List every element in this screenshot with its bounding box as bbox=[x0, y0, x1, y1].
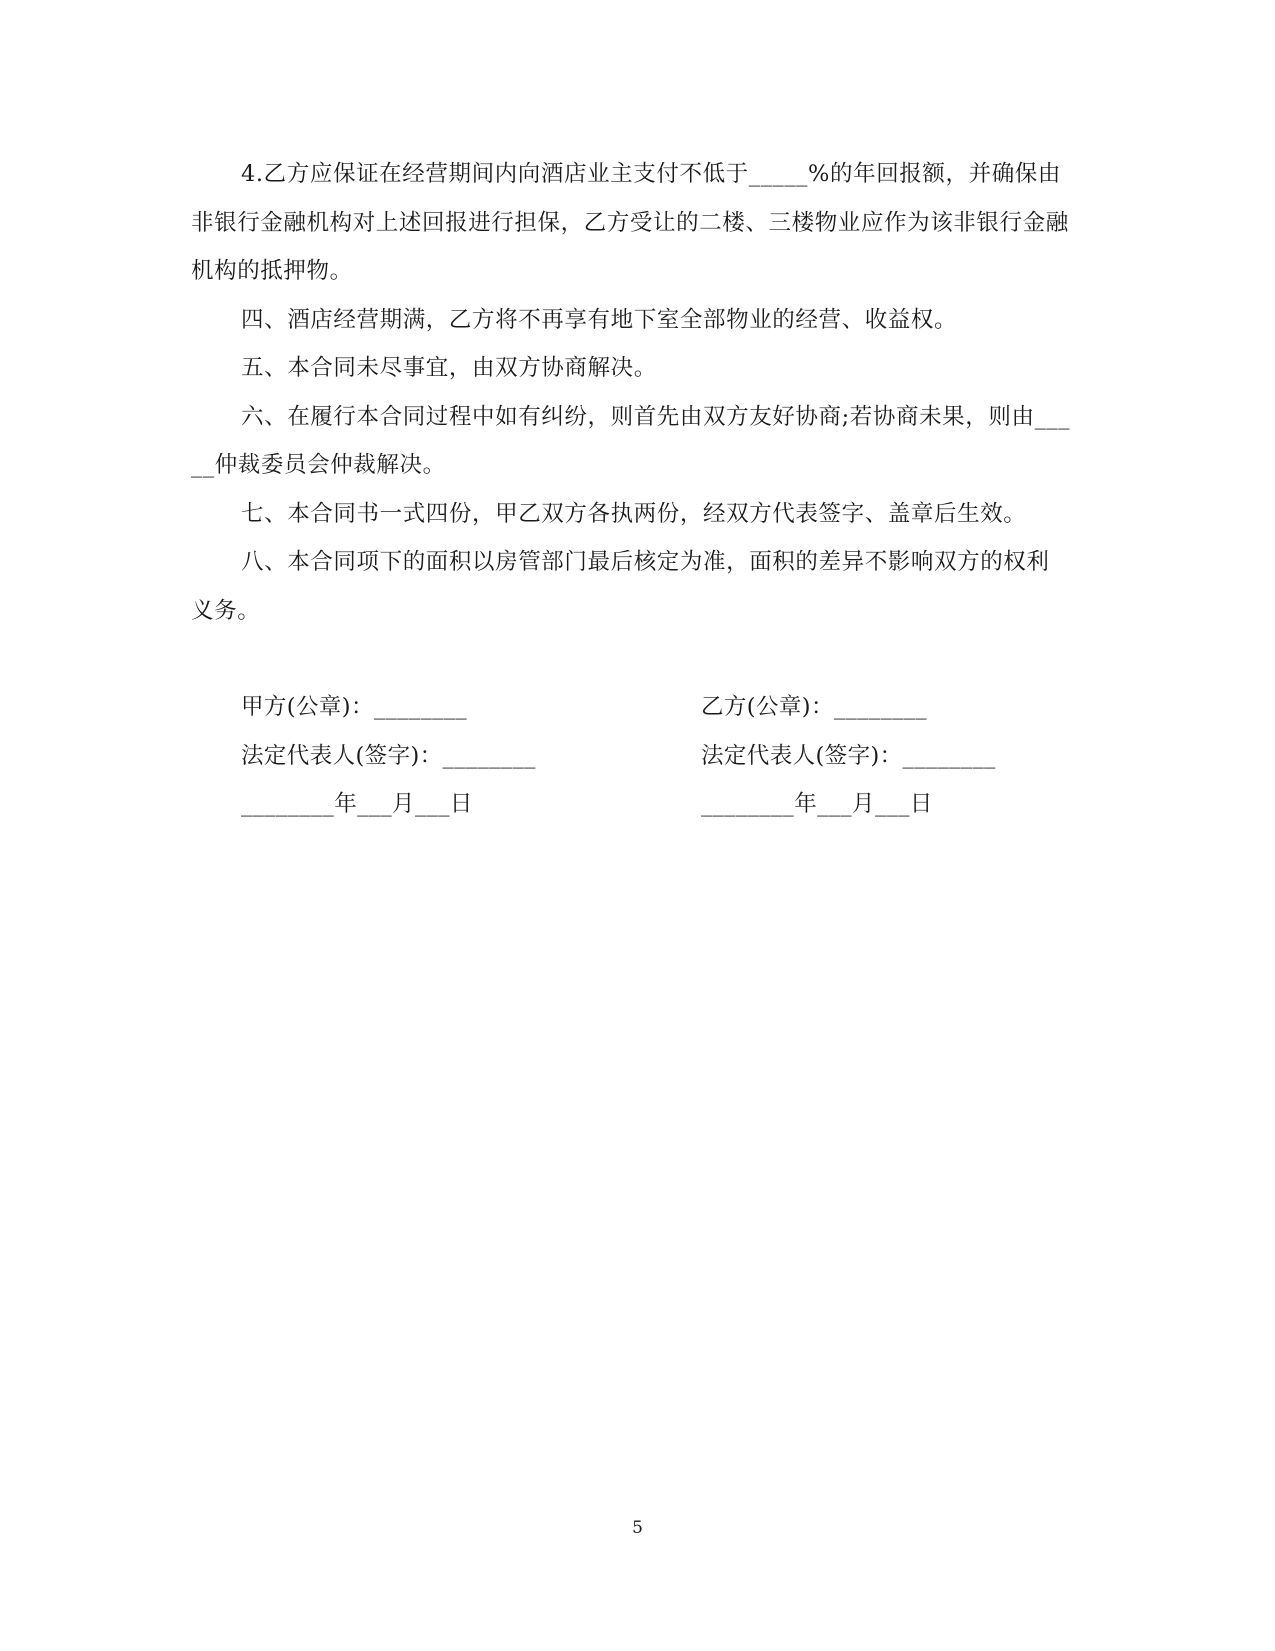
representative-row bbox=[241, 732, 1061, 781]
date-row bbox=[241, 780, 1061, 829]
clause-four-operation-expiry: 四、酒店经营期满，乙方将不再享有地下室全部物业的经营、收益权。 bbox=[241, 306, 958, 333]
signature-block bbox=[241, 683, 1061, 829]
clause-seven-copies: 七、本合同书一式四份，甲乙双方各执两份，经双方代表签字、盖章后生效。 bbox=[241, 500, 1027, 527]
clause-six-disputes: 六、在履行本合同过程中如有纠纷，则首先由双方友好协商;若协商未果，则由_____仲裁委员会仲裁解决。 bbox=[191, 403, 1071, 478]
party-b-date-line: ________年___月___日 bbox=[701, 791, 933, 817]
clause-return-guarantee: 4.乙方应保证在经营期间内向酒店业主支付不低于_____%的年回报额，并确保由非银行金融机构对上述回报进行担保，乙方受让的二楼、三楼物业应作为该非银行金融机构的抵押物。 bbox=[191, 161, 1069, 284]
clause-eight-area: 八、本合同项下的面积以房管部门最后核定为准，面积的差异不影响双方的权利义务。 bbox=[191, 549, 1050, 624]
party-a-date-line: ________年___月___日 bbox=[241, 791, 473, 817]
page-number: 5 bbox=[632, 1518, 643, 1538]
contract-body bbox=[191, 150, 1071, 635]
party-b-seal-line: 乙方(公章)：________ bbox=[701, 694, 928, 720]
clause-five-unresolved-matters: 五、本合同未尽事宜，由双方协商解决。 bbox=[241, 355, 657, 381]
seal-row bbox=[241, 683, 1061, 732]
party-b-representative-line: 法定代表人(签字)：________ bbox=[701, 742, 996, 769]
party-a-seal-line: 甲方(公章)：________ bbox=[241, 694, 468, 720]
party-a-representative-line: 法定代表人(签字)：________ bbox=[241, 742, 536, 769]
